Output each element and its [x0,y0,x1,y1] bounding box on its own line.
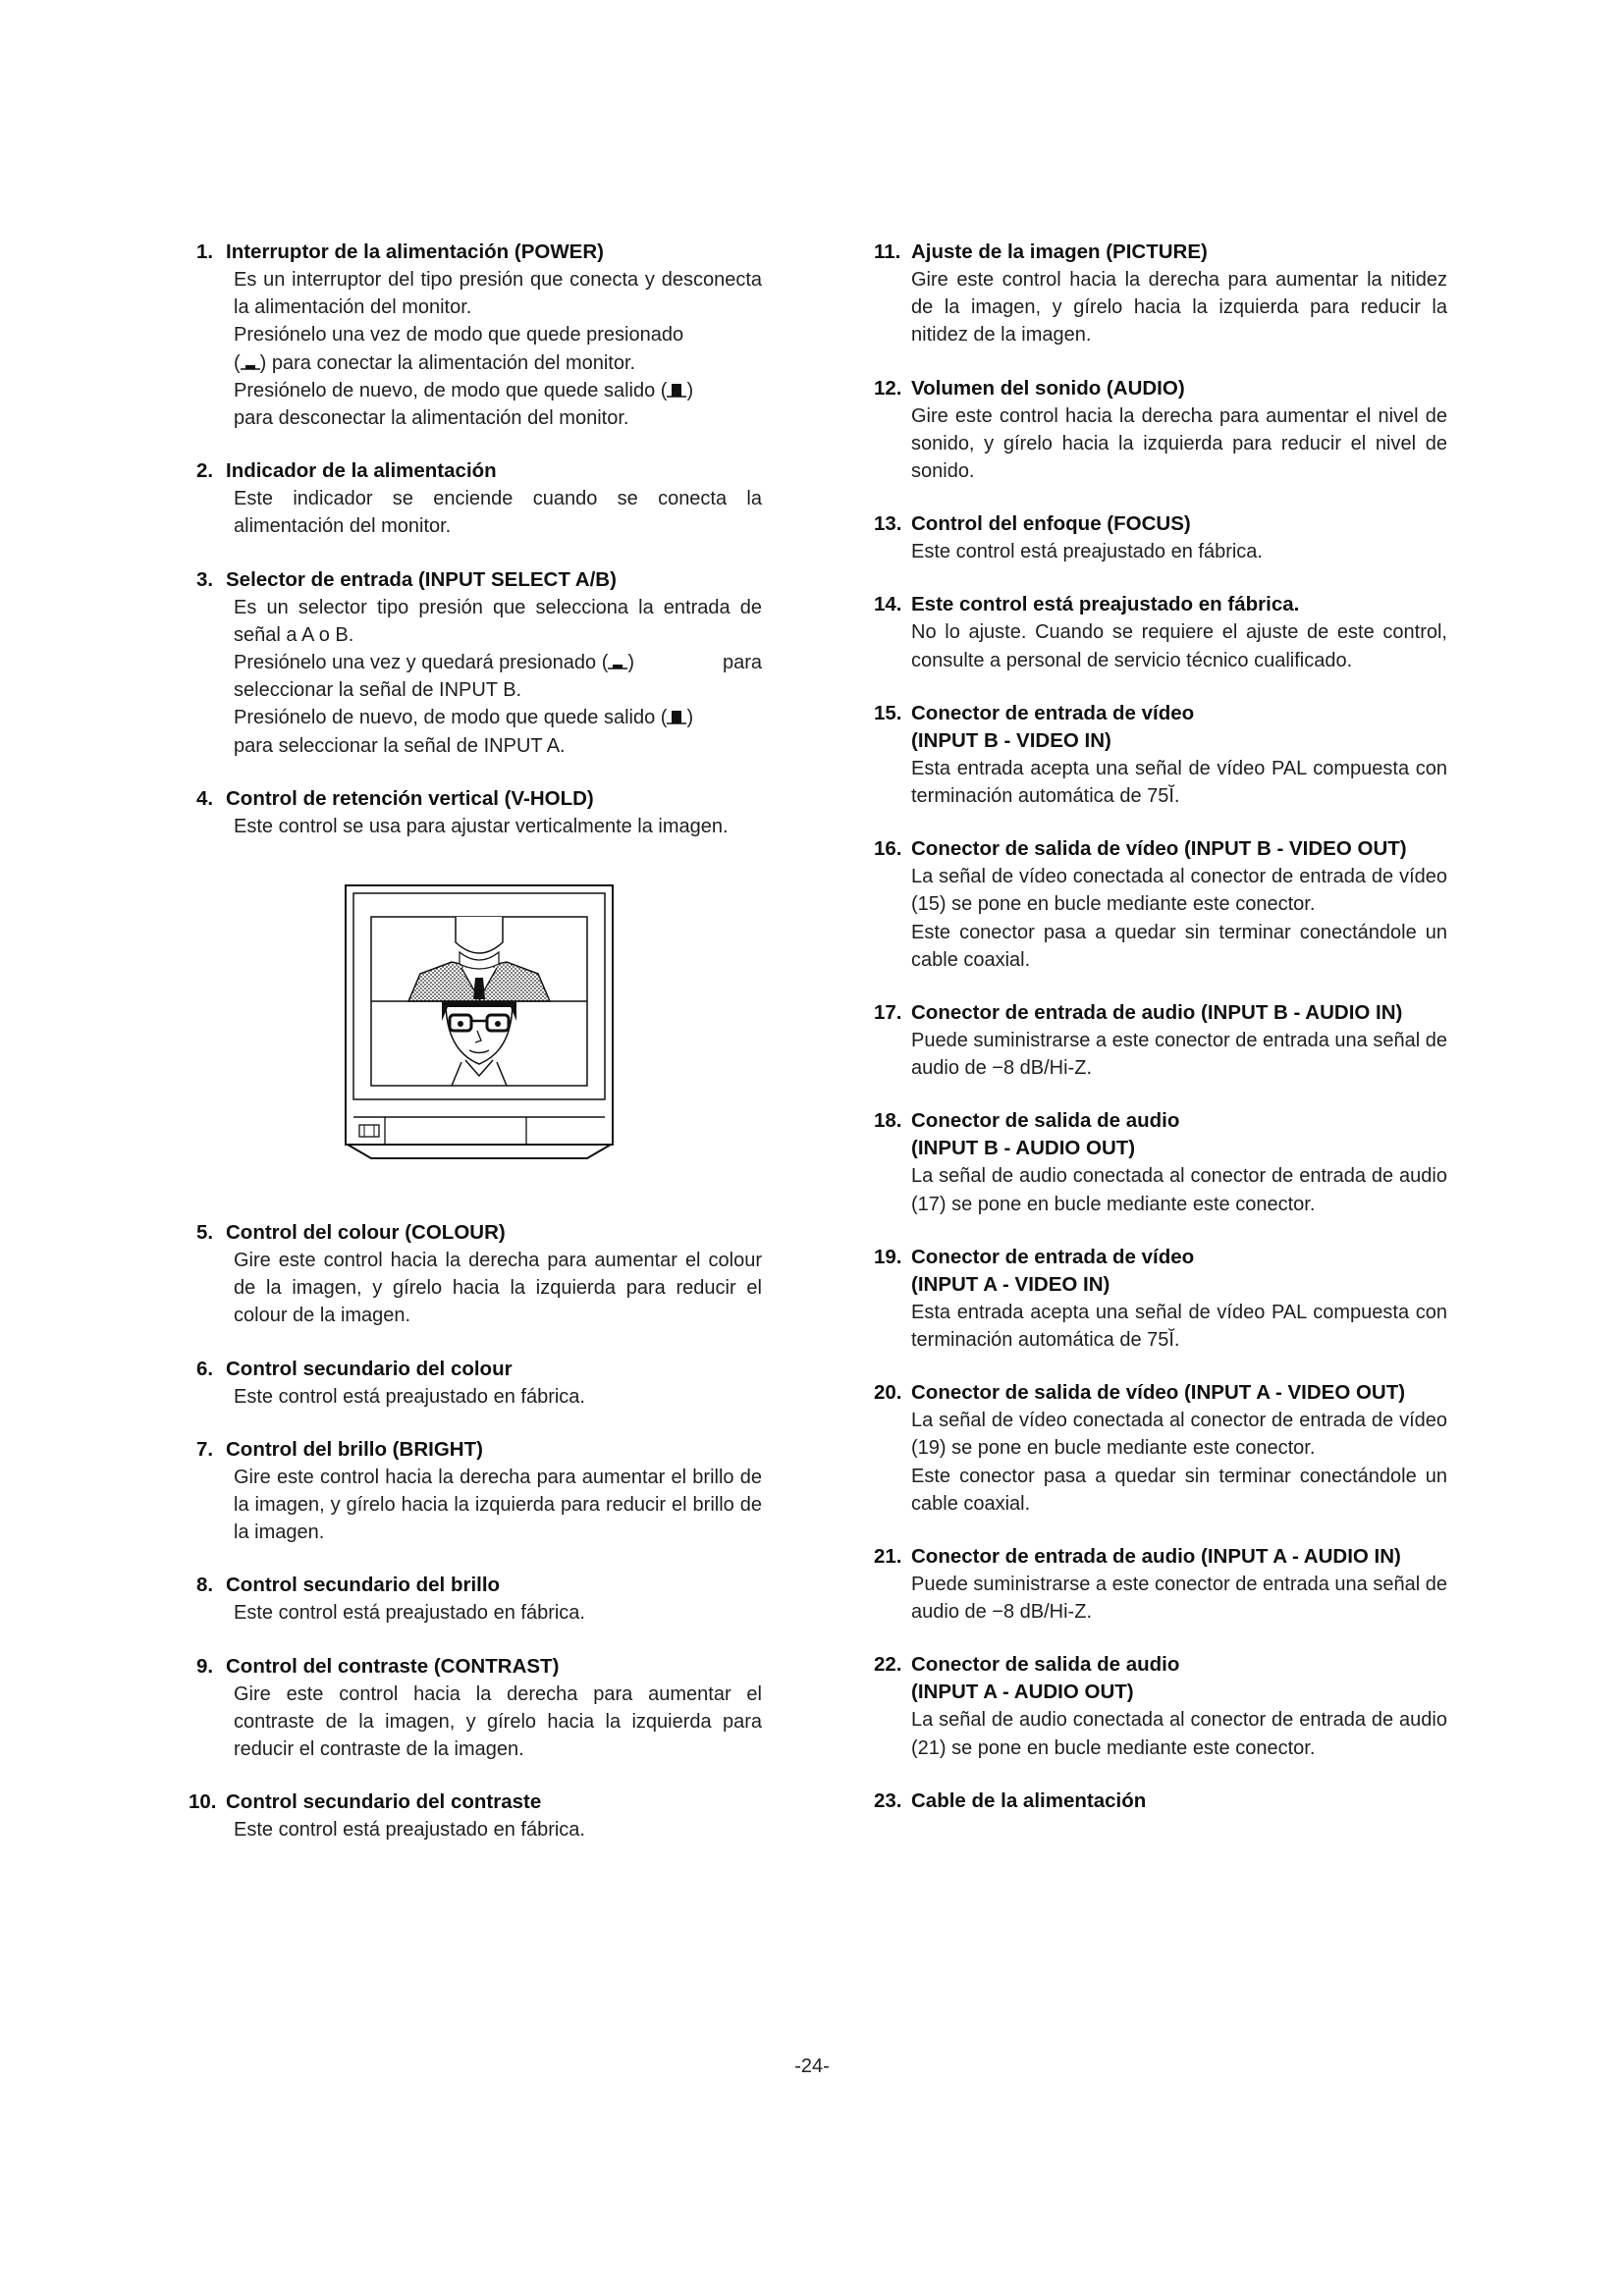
item-body [874,1407,1447,1518]
item-body [874,538,1447,565]
item-18 [874,1107,1447,1217]
item-title [874,1543,1447,1571]
item-title [196,1436,762,1464]
right-column [874,239,1447,1841]
item-body [874,863,1447,974]
item-heading-line: Este control está preajustado en fábrica. [911,593,1300,616]
item-heading [911,835,1407,863]
item-number: 21. [874,1545,902,1569]
item-number: 22. [874,1653,902,1677]
item-paragraph: Gire este control hacia la derecha para aumentar la nitidez de la imagen, y gírelo hacia la izquierda para reducir la nitidez de la imagen. [911,269,1447,347]
item-paragraph: Es un selector tipo presión que selecciona la entrada de señal a A o B. [234,596,762,646]
item-22 [874,1651,1447,1761]
item-heading: Control de retención vertical (V-HOLD) [226,786,594,810]
item-body [874,618,1447,673]
item-paragraph: Presiónelo una vez de modo que quede presionado [234,324,684,347]
item-title [874,1379,1447,1407]
item-paragraph: para desconectar la alimentación del monitor. [234,407,629,430]
item-body [874,402,1447,486]
item-14 [874,591,1447,673]
item-paragraph: para seleccionar la señal de INPUT A. [234,734,566,757]
item-heading: Selector de entrada (INPUT SELECT A/B) [226,567,617,591]
item-title [196,785,762,813]
item-paragraph: Gire este control hacia la derecha para aumentar el colour de la imagen, y gírelo hacia la izquierda para reducir el colour de la imagen. [234,1250,762,1327]
item-23 [874,1788,1447,1815]
item-21 [874,1543,1447,1626]
item-heading-line: Conector de entrada de audio (INPUT B - AUDIO IN) [911,1001,1403,1025]
item-paragraph: Gire este control hacia la derecha para aumentar el nivel de sonido, y gírelo hacia la izquierda para reducir el nivel de sonido. [911,404,1447,483]
item-title [196,1219,762,1247]
item-1 [196,239,762,432]
item-paragraph: Este control se usa para ajustar verticalmente la imagen. [234,815,729,837]
item-paragraph: Gire este control hacia la derecha para aumentar el brillo de la imagen, y gírelo hacia la izquierda para reducir el brillo de la imagen. [234,1466,762,1544]
item-paragraph: No lo ajuste. Cuando se requiere el ajuste de este control, consulte a personal de servicio técnico cualificado. [911,621,1447,671]
item-8 [196,1572,762,1627]
item-title [874,510,1447,538]
item-body [189,1816,762,1843]
item-body [196,813,762,840]
item-number: 7. [196,1437,214,1461]
button-released-icon [667,710,686,725]
item-number: 10. [189,1790,217,1814]
item-heading-line: Ajuste de la imagen (PICTURE) [911,240,1208,263]
button-released-icon [667,383,686,399]
item-heading-line: Conector de salida de audio [911,1653,1180,1677]
item-heading [911,999,1402,1027]
item-number: 6. [196,1357,214,1380]
item-heading: Interruptor de la alimentación (POWER) [226,240,604,263]
item-title [196,457,762,485]
item-body [874,1706,1447,1761]
item-title [874,591,1447,618]
item-text: Presiónelo de nuevo, de modo que quede salido [234,707,656,729]
item-heading-line: Cable de la alimentación [911,1789,1147,1812]
item-title [196,239,762,266]
item-11 [874,239,1447,349]
item-body [196,594,762,760]
item-number: 3. [196,567,214,591]
item-number: 11. [874,240,901,263]
item-number: 18. [874,1109,902,1133]
item-title [189,1789,762,1816]
item-2 [196,457,762,540]
item-heading: Control secundario del contraste [226,1790,542,1814]
item-body [874,755,1447,810]
item-body [874,1027,1447,1082]
item-paragraph: ( ) para conectar la alimentación del monitor. [234,351,636,374]
item-paragraph: La señal de audio conectada al conector de entrada de audio (21) se pone en bucle mediante este conector. [911,1709,1447,1759]
item-19 [874,1244,1447,1354]
item-12 [874,375,1447,486]
item-heading [911,239,1208,266]
item-3 [196,566,762,760]
item-paragraph: Esta entrada acepta una señal de vídeo PAL compuesta con terminación automática de 75Ĭ. [911,1301,1447,1352]
button-pressed-icon [608,657,627,670]
item-heading [911,375,1185,402]
item-title [196,1356,762,1383]
item-number: 8. [196,1574,214,1597]
item-paragraph: Presiónelo de nuevo, de modo que quede salido ( ) [234,707,694,729]
item-title [196,1572,762,1599]
item-paragraph: Gire este control hacia la derecha para aumentar el contraste de la imagen, y gírelo hacia la izquierda para reducir el contraste de la imagen. [234,1682,762,1761]
item-heading: Control del colour (COLOUR) [226,1221,506,1245]
item-number: 15. [874,701,902,724]
item-body [196,1464,762,1547]
item-paragraph: Este indicador se enciende cuando se conecta la alimentación del monitor. [234,488,762,538]
item-body [874,1571,1447,1626]
item-16 [874,835,1447,974]
item-paragraph: La señal de audio conectada al conector de entrada de audio (17) se pone en bucle mediante este conector. [911,1165,1447,1215]
item-title [874,1788,1447,1815]
item-heading [911,1651,1179,1706]
item-20 [874,1379,1447,1518]
item-heading: Control secundario del brillo [226,1574,501,1597]
item-paragraph: Esta entrada acepta una señal de vídeo PAL compuesta con terminación automática de 75Ĭ. [911,757,1447,808]
item-title [874,1107,1447,1162]
item-heading-line: Control del enfoque (FOCUS) [911,512,1191,536]
item-paragraph: Presiónelo de nuevo, de modo que quede salido ( ) [234,379,694,401]
item-title [874,1244,1447,1299]
item-title [196,566,762,594]
item-number: 20. [874,1381,902,1405]
item-body [196,1681,762,1764]
item-heading [911,700,1194,755]
item-paragraph: Este control está preajustado en fábrica. [234,1819,585,1842]
item-number: 1. [196,240,214,263]
item-text: para conectar la alimentación del monitor. [271,351,636,374]
item-7 [196,1436,762,1547]
item-title [874,1651,1447,1706]
item-heading-line: (INPUT B - AUDIO OUT) [911,1137,1136,1160]
item-body [874,1162,1447,1217]
item-paragraph: seleccionar la señal de INPUT B. [234,679,522,702]
item-paragraph: Este control está preajustado en fábrica. [234,1385,585,1408]
right-item-list [874,239,1447,1815]
item-body [196,485,762,540]
item-heading-line: (INPUT A - VIDEO IN) [911,1272,1110,1296]
item-heading [911,1244,1194,1299]
item-title [874,700,1447,755]
item-title [874,239,1447,266]
item-heading-line: Conector de salida de vídeo (INPUT B - VIDEO OUT) [911,837,1407,861]
button-pressed-icon [241,357,260,371]
item-13 [874,510,1447,565]
item-paragraph: La señal de vídeo conectada al conector de entrada de vídeo (19) se pone en bucle mediante este conector. [911,1410,1447,1460]
item-17 [874,999,1447,1082]
item-body [874,266,1447,349]
monitor-illustration [344,883,615,1164]
item-6 [196,1356,762,1411]
left-column [189,239,762,1869]
item-paragraph: La señal de vídeo conectada al conector de entrada de vídeo (15) se pone en bucle mediante este conector. [911,866,1447,916]
item-number: 23. [874,1789,902,1812]
item-number: 4. [196,786,214,810]
item-body [196,1599,762,1627]
item-heading-line: Conector de entrada de vídeo [911,701,1195,724]
item-heading: Control secundario del colour [226,1357,513,1380]
item-paragraph: Puede suministrarse a este conector de entrada una señal de audio de −8 dB/Hi-Z. [911,1574,1447,1624]
item-number: 5. [196,1221,214,1245]
item-paragraph: Este conector pasa a quedar sin terminar conectándole un cable coaxial. [911,921,1447,971]
item-heading-line: Conector de entrada de vídeo [911,1245,1195,1268]
item-9 [196,1653,762,1764]
item-heading [911,510,1191,538]
item-heading [911,1543,1401,1571]
item-number: 13. [874,512,902,536]
item-heading-line: (INPUT A - AUDIO OUT) [911,1681,1134,1704]
item-heading-line: Conector de salida de audio [911,1109,1180,1133]
item-heading: Control del contraste (CONTRAST) [226,1654,560,1678]
item-paragraph: Puede suministrarse a este conector de entrada una señal de audio de −8 dB/Hi-Z. [911,1030,1447,1080]
item-body [196,266,762,432]
item-15 [874,700,1447,810]
item-number: 2. [196,459,214,483]
item-text: Presiónelo de nuevo, de modo que quede salido [234,379,656,401]
item-heading: Control del brillo (BRIGHT) [226,1437,483,1461]
item-heading: Indicador de la alimentación [226,459,497,483]
item-number: 14. [874,593,902,616]
item-title [874,999,1447,1027]
item-number: 16. [874,837,902,861]
item-heading [911,591,1299,618]
item-heading-line: (INPUT B - VIDEO IN) [911,728,1111,752]
item-number: 17. [874,1001,902,1025]
item-10 [189,1789,762,1843]
item-paragraph: Presiónelo una vez y quedará presionado ( ) para [234,649,762,676]
item-number: 9. [196,1654,214,1678]
item-heading [911,1107,1179,1162]
item-text: para [722,652,762,674]
item-number: 19. [874,1245,902,1268]
item-body [874,1299,1447,1354]
item-title [874,835,1447,863]
item-heading-line: Conector de salida de vídeo (INPUT A - VIDEO OUT) [911,1381,1406,1405]
item-paragraph: Es un interruptor del tipo presión que conecta y desconecta la alimentación del monitor. [234,269,762,319]
power-switch-icon [359,1125,379,1137]
page-number: -24- [794,2056,830,2077]
item-heading [911,1788,1146,1815]
item-heading-line: Conector de entrada de audio (INPUT A - AUDIO IN) [911,1545,1401,1569]
item-heading-line: Volumen del sonido (AUDIO) [911,376,1185,400]
item-4 [196,785,762,840]
item-paragraph: Este conector pasa a quedar sin terminar conectándole un cable coaxial. [911,1465,1447,1515]
item-5 [196,1219,762,1330]
item-text: Presiónelo una vez y quedará presionado [234,652,597,674]
item-title [874,375,1447,402]
item-paragraph: Este control está preajustado en fábrica. [234,1602,585,1625]
item-paragraph: Este control está preajustado en fábrica. [911,541,1263,563]
monitor-base [348,1145,611,1158]
item-body [196,1247,762,1330]
item-title [196,1653,762,1681]
item-number: 12. [874,376,902,400]
item-heading [911,1379,1405,1407]
item-body [196,1383,762,1411]
